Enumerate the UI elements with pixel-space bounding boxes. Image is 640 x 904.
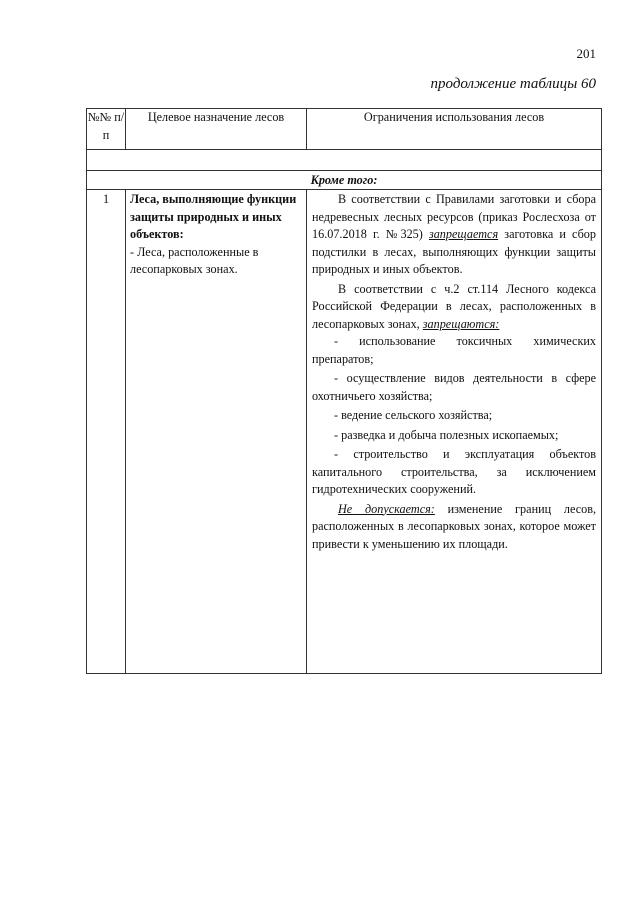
restrictions-cell bbox=[307, 190, 602, 674]
table-header-row bbox=[87, 109, 602, 150]
page-number: 201 bbox=[576, 46, 596, 61]
purpose-subitem: - Леса, расположенные в лесопарковых зонах. bbox=[130, 244, 259, 276]
empty-row bbox=[87, 150, 602, 171]
header-num: №№ п/п bbox=[87, 109, 126, 150]
restriction-paragraph-1: В соответствии с Правилами заготовки и сбора недревесных лесных ресурсов (приказ Рослесхоза от 16.07.2018 г. №325) запрещается заготовка и сбор подстилки в лесах, выполняющих функции защиты природных и иных объектов. bbox=[312, 192, 596, 276]
list-item: - ведение сельского хозяйства; bbox=[334, 408, 493, 422]
table-row bbox=[87, 190, 602, 674]
section-heading: Кроме того: bbox=[87, 171, 602, 190]
purpose-cell bbox=[126, 190, 307, 674]
purpose-title: Леса, выполняющие функции защиты природных и иных объектов: bbox=[130, 192, 297, 241]
restrictions-table bbox=[86, 108, 602, 674]
emphasis-prohibited: запрещается bbox=[428, 227, 499, 241]
emphasis-not-allowed: Не допускается: bbox=[338, 501, 435, 516]
list-item: - строительство и эксплуатация объектов капитального строительства, за исключением гидротехнических сооружений. bbox=[312, 447, 596, 496]
emphasis-prohibited-list: запрещаются: bbox=[422, 316, 500, 331]
empty-cell bbox=[87, 150, 602, 171]
restriction-paragraph-2: В соответствии с ч.2 ст.114 Лесного кодекса Российской Федерации в лесах, расположенных в лесопарковых зонах, запрещаются: bbox=[312, 281, 596, 331]
list-item: - разведка и добыча полезных ископаемых; bbox=[334, 427, 559, 442]
row-number: 1 bbox=[87, 190, 126, 674]
list-item: - осуществление видов деятельности в сфере охотничьего хозяйства; bbox=[312, 371, 596, 403]
header-purpose: Целевое назначение лесов bbox=[126, 109, 307, 150]
list-item: - использование токсичных химических препаратов; bbox=[312, 334, 596, 366]
section-row bbox=[87, 171, 602, 190]
header-restrictions: Ограничения использования лесов bbox=[307, 109, 602, 150]
table-continuation-label: продолжение таблицы 60 bbox=[430, 76, 596, 92]
restriction-paragraph-3: Не допускается: изменение границ лесов, расположенных в лесопарковых зонах, которое может привести к уменьшению их площади. bbox=[312, 501, 597, 551]
